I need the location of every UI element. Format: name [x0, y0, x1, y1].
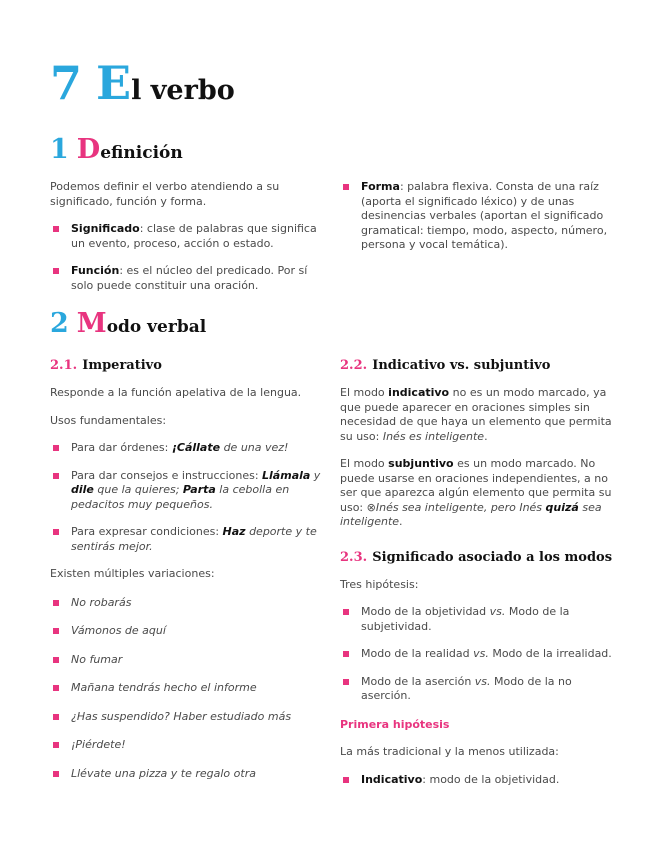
chapter-title: [50, 56, 235, 110]
example: Inés es inteligente: [382, 429, 485, 443]
subsection-2-1-heading: [50, 354, 325, 373]
subsection-2-3-heading: [340, 546, 615, 565]
section-1-intro: Podemos definir el verbo atendiendo a su significado, función y forma.: [50, 180, 280, 208]
subsection-number: 2.3.: [340, 549, 368, 565]
term: Función: [71, 264, 120, 277]
subsection-2-1: [50, 354, 325, 781]
chapter-initial: E: [96, 56, 132, 110]
example: y: [310, 468, 321, 482]
bullet-icon: [343, 651, 349, 657]
bullet-icon: [343, 609, 349, 615]
bullet-icon: [53, 226, 59, 232]
example: Llévate una pizza y te regalo otra: [71, 766, 256, 780]
example-key: dile: [71, 483, 94, 496]
section-1-right: [340, 180, 615, 253]
list-item: [340, 773, 615, 788]
example: No fumar: [71, 652, 123, 666]
subsection-title: Imperativo: [82, 358, 162, 373]
list-item: [50, 767, 325, 782]
bullet-icon: [53, 529, 59, 535]
list-item: [50, 653, 325, 668]
section-1-heading: [50, 134, 183, 165]
bullet-icon: [53, 685, 59, 691]
list-item: [50, 525, 325, 554]
example-key: ¡Cállate: [171, 441, 221, 454]
example-key: Parta: [182, 483, 216, 496]
bullet-icon: [53, 657, 59, 663]
subsection-number: 2.1.: [50, 358, 78, 373]
section-1-rest: efinición: [100, 143, 183, 163]
bullet-icon: [343, 184, 349, 190]
subsection-title: Indicativo vs. subjuntivo: [372, 358, 551, 373]
list-item: [50, 222, 325, 251]
section-2-heading: [50, 308, 206, 339]
bullet-icon: [53, 473, 59, 479]
bullet-icon: [53, 628, 59, 634]
paragraph: Existen múltiples variaciones:: [50, 567, 215, 580]
paragraph: El modo subjuntivo es un modo marcado. No puede usarse en oraciones independientes, a no ser que aparezca algún elemento que permita su uso: ⊗Inés sea inteligente, pero Inés quizá sea inteligente.: [340, 457, 612, 528]
bullet-icon: [343, 679, 349, 685]
section-1-left: [50, 180, 325, 293]
term: Forma: [361, 180, 400, 193]
example: sea inteligente: [340, 500, 602, 528]
list-item: [50, 469, 325, 513]
paragraph: Tres hipótesis:: [340, 577, 419, 591]
text: Para dar órdenes:: [71, 441, 172, 454]
example: ⊗Inés sea inteligente, pero Inés: [366, 500, 546, 514]
definition: : es el núcleo del predicado. Por sí solo puede constituir una oración.: [71, 264, 308, 292]
bullet-icon: [53, 600, 59, 606]
bullet-icon: [53, 268, 59, 274]
example: que la quieres;: [93, 483, 183, 496]
example: Vámonos de aquí: [71, 624, 166, 637]
subsection-2-2: [340, 354, 615, 787]
list-item: [50, 264, 325, 293]
list-item: Modo de la aserción vs. Modo de la no aserción.: [340, 675, 615, 704]
example: Mañana tendrás hecho el informe: [71, 681, 257, 694]
list-item: [50, 596, 325, 611]
list-item: Modo de la realidad vs. Modo de la irrealidad.: [340, 647, 615, 662]
section-2-initial: M: [76, 308, 107, 339]
section-1-number: 1: [50, 134, 69, 165]
term: indicativo: [388, 386, 450, 399]
term: Significado: [71, 222, 140, 235]
primera-hipotesis-label: Primera hipótesis: [340, 717, 450, 731]
bullet-icon: [53, 742, 59, 748]
example: ¿Has suspendido? Haber estudiado más: [71, 709, 292, 723]
bullet-icon: [53, 771, 59, 777]
list-item: [50, 710, 325, 725]
section-2-number: 2: [50, 308, 69, 339]
term: subjuntivo: [388, 457, 454, 470]
text: Para expresar condiciones:: [71, 525, 223, 538]
paragraph: La más tradicional y la menos utilizada:: [340, 745, 559, 758]
example: No robarás: [71, 595, 132, 609]
term: Indicativo: [361, 772, 423, 786]
list-item: [340, 180, 615, 253]
subsection-2-2-heading: [340, 354, 615, 373]
bullet-icon: [343, 777, 349, 783]
paragraph: Usos fundamentales:: [50, 413, 167, 427]
section-2-rest: odo verbal: [106, 317, 207, 337]
list-item: [50, 624, 325, 639]
paragraph: El modo indicativo no es un modo marcado, ya que puede aparecer en oraciones simples sin necesidad de que haya un elemento que permita su uso: Inés es inteligente.: [340, 386, 612, 443]
section-1-initial: D: [76, 134, 101, 165]
example: la cebolla en pedacitos muy pequeños.: [71, 483, 290, 511]
example: deporte y te sentirás mejor.: [71, 525, 317, 553]
bullet-icon: [53, 445, 59, 451]
subsection-title: Significado asociado a los modos: [372, 549, 613, 565]
subsection-number: 2.2.: [340, 358, 368, 373]
example-key: Haz: [222, 525, 246, 538]
example-key: quizá: [545, 500, 579, 514]
example: ¡Piérdete!: [71, 738, 126, 751]
definition: : clase de palabras que significa un evento, proceso, acción o estado.: [71, 222, 317, 250]
list-item: [50, 738, 325, 753]
example: de una vez!: [220, 441, 289, 454]
chapter-title-rest: l verbo: [131, 75, 235, 106]
list-item: Modo de la objetividad vs. Modo de la subjetividad.: [340, 605, 615, 634]
definition: : palabra flexiva. Consta de una raíz (aporta el significado léxico) y de unas desinencias verbales (aportan el significado gramatical: tiempo, modo, aspecto, número, persona y vocal temática).: [361, 180, 608, 251]
text: Para dar consejos e instrucciones:: [71, 468, 263, 482]
list-item: [50, 681, 325, 696]
example-key: Llámala: [262, 468, 311, 482]
bullet-icon: [53, 714, 59, 720]
definition: : modo de la objetividad.: [422, 772, 560, 786]
list-item: [50, 441, 325, 456]
paragraph: Responde a la función apelativa de la lengua.: [50, 386, 302, 399]
chapter-number: 7: [50, 56, 83, 110]
